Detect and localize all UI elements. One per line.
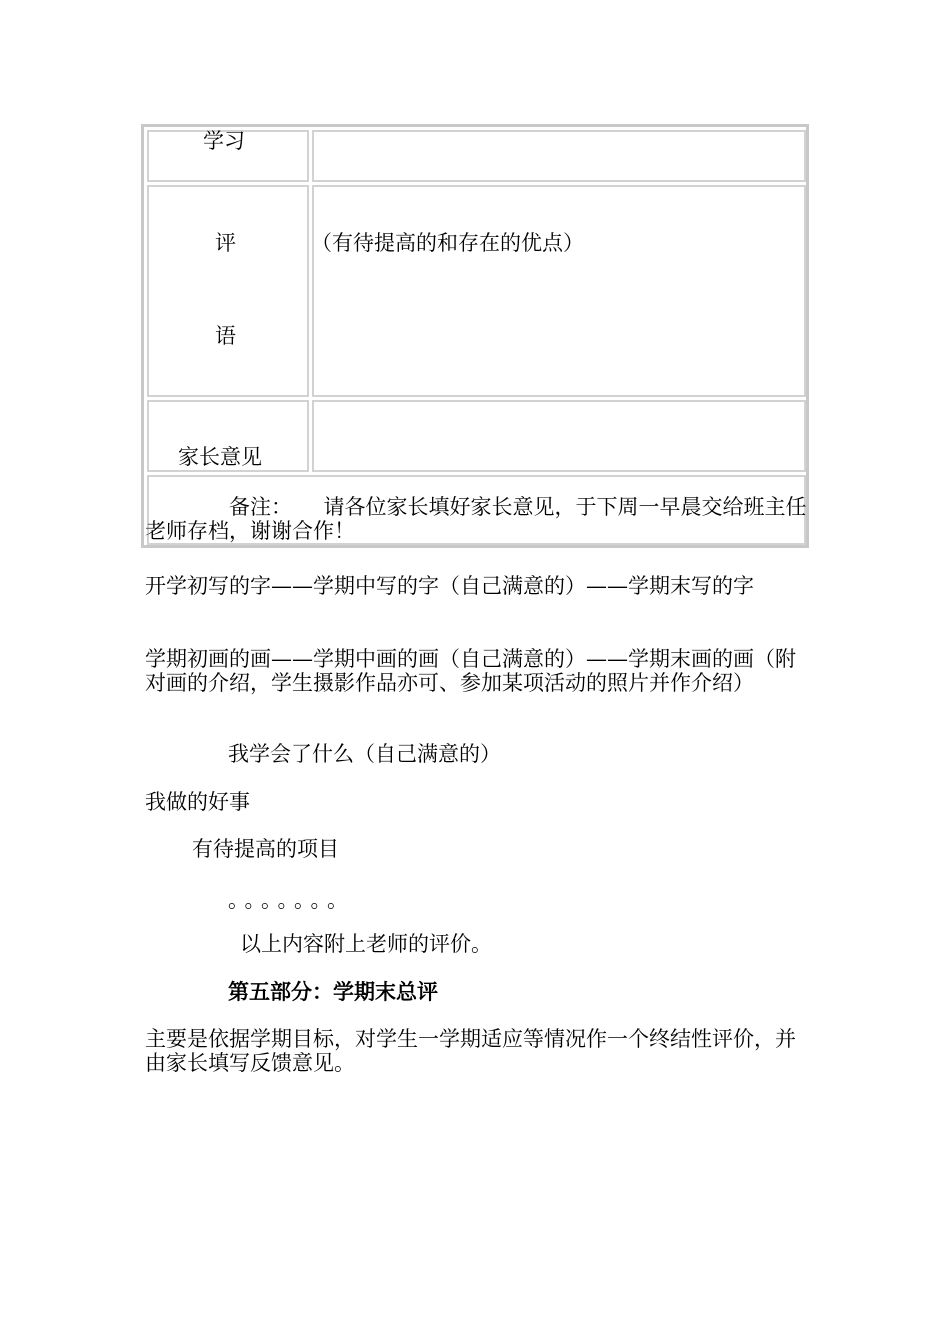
row-parent-label: 家长意见 [178, 445, 262, 469]
paragraph-summary: 主要是依据学期目标，对学生一学期适应等情况作一个终结性评价，并由家长填写反馈意见。 [145, 1027, 796, 1075]
table-note: 备注： 请各位家长填好家长意见，于下周一早晨交给班主任老师存档，谢谢合作！ [145, 495, 807, 543]
paragraph-writing: 开学初写的字——学期中写的字（自己满意的）——学期末写的字 [145, 574, 754, 598]
row-study-label: 学习 [203, 129, 245, 153]
row-comment-content: （有待提高的和存在的优点） [311, 231, 584, 255]
paragraph-learned: 我学会了什么（自己满意的） [228, 742, 501, 766]
row-study-content-cell [312, 130, 806, 182]
row-comment-label-top: 评 [215, 231, 236, 255]
paragraph-teacher-note: 以上内容附上老师的评价。 [240, 932, 492, 956]
evaluation-table [141, 124, 809, 548]
row-parent-content-cell [312, 400, 806, 472]
paragraph-improve: 有待提高的项目 [192, 837, 339, 861]
paragraph-drawing: 学期初画的画——学期中画的画（自己满意的）——学期末画的画（附对画的介绍，学生摄影作品亦可、参加某项活动的照片并作介绍） [145, 647, 796, 695]
ellipsis-dots: 。。。。。。。 [228, 888, 354, 912]
row-comment-content-cell [312, 185, 806, 397]
row-comment-label-bottom: 语 [215, 324, 236, 348]
row-comment-label-cell [147, 185, 309, 397]
paragraph-good-deeds: 我做的好事 [145, 790, 250, 814]
section-heading: 第五部分：学期末总评 [228, 979, 438, 1004]
